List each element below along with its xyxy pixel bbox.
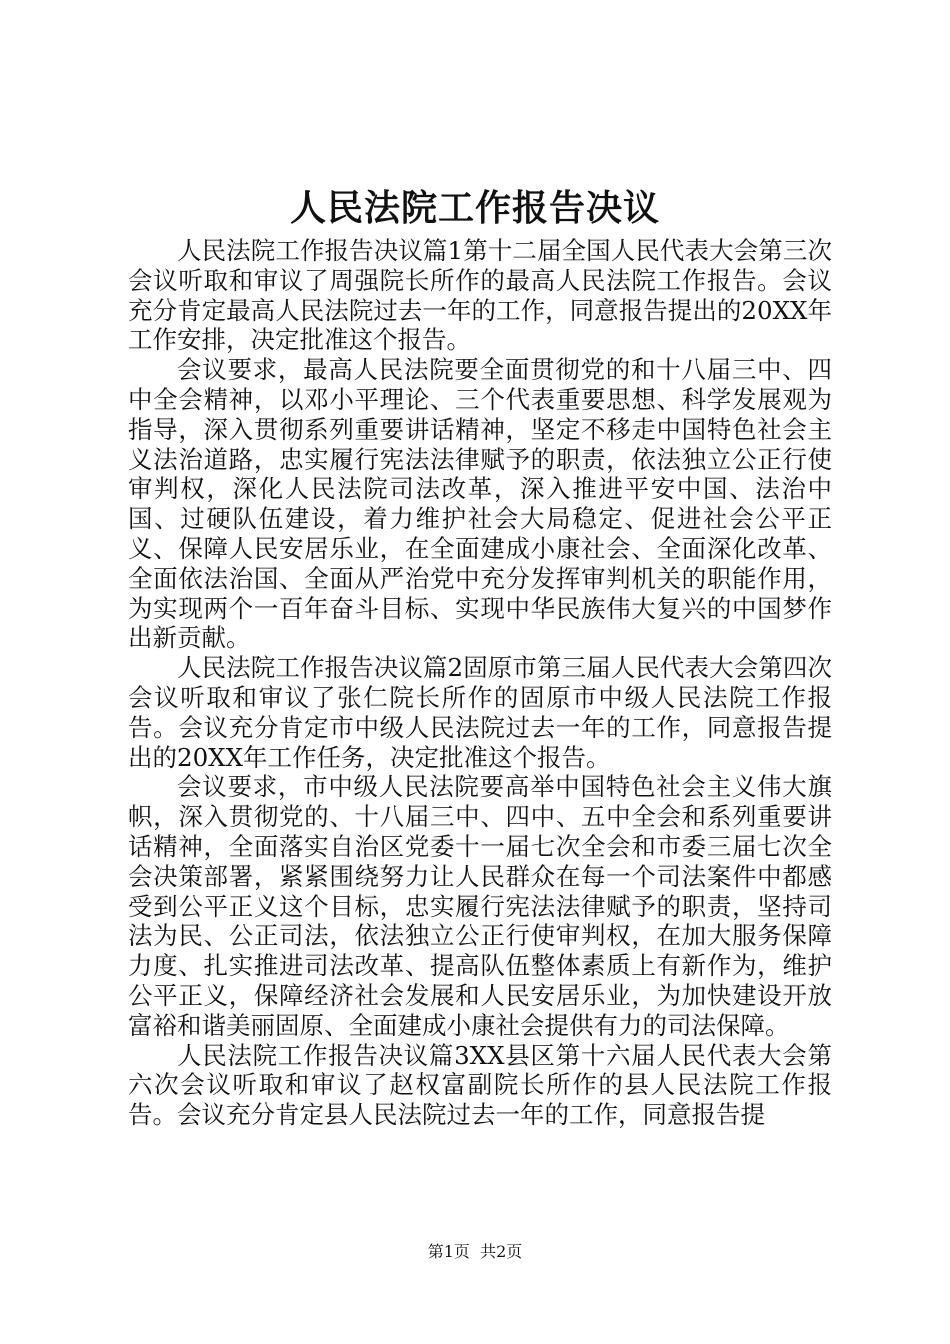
page-total: 共2页 bbox=[480, 1242, 523, 1261]
paragraph-3: 人民法院工作报告决议篇2固原市第三届人民代表大会第四次会议听取和审议了张仁院长所作的固原市中级人民法院工作报告。会议充分肯定市中级人民法院过去一年的工作，同意报告提出的20XX年工作任务，决定批准这个报告。 bbox=[128, 653, 832, 772]
document-body bbox=[128, 236, 832, 1130]
page-number: 第1页 bbox=[427, 1242, 470, 1261]
paragraph-2: 会议要求，最高人民法院要全面贯彻党的和十八届三中、四中全会精神，以邓小平理论、三个代表重要思想、科学发展观为指导，深入贯彻系列重要讲话精神，坚定不移走中国特色社会主义法治道路，忠实履行宪法法律赋予的职责，依法独立公正行使审判权，深化人民法院司法改革，深入推进平安中国、法治中国、过硬队伍建设，着力维护社会大局稳定、促进社会公平正义、保障人民安居乐业，在全面建成小康社会、全面深化改革、全面依法治国、全面从严治党中充分发挥审判机关的职能作用，为实现两个一百年奋斗目标、实现中华民族伟大复兴的中国梦作出新贡献。 bbox=[128, 355, 832, 653]
paragraph-5: 人民法院工作报告决议篇3XX县区第十六届人民代表大会第六次会议听取和审议了赵权富副院长所作的县人民法院工作报告。会议充分肯定县人民法院过去一年的工作，同意报告提 bbox=[128, 1040, 832, 1130]
footer-spacer bbox=[470, 1242, 480, 1261]
page-footer bbox=[0, 1240, 950, 1264]
paragraph-4: 会议要求，市中级人民法院要高举中国特色社会主义伟大旗帜，深入贯彻党的、十八届三中、四中、五中全会和系列重要讲话精神，全面落实自治区党委十一届七次全会和市委三届七次全会决策部署，紧紧围绕努力让人民群众在每一个司法案件中都感受到公平正义这个目标，忠实履行宪法法律赋予的职责，坚持司法为民、公正司法，依法独立公正行使审判权，在加大服务保障力度、扎实推进司法改革、提高队伍整体素质上有新作为，维护公平正义，保障经济社会发展和人民安居乐业，为加快建设开放富裕和谐美丽固原、全面建成小康社会提供有力的司法保障。 bbox=[128, 772, 832, 1040]
paragraph-1: 人民法院工作报告决议篇1第十二届全国人民代表大会第三次会议听取和审议了周强院长所作的最高人民法院工作报告。会议充分肯定最高人民法院过去一年的工作，同意报告提出的20XX年工作安排，决定批准这个报告。 bbox=[128, 236, 832, 355]
document-title: 人民法院工作报告决议 bbox=[289, 187, 660, 229]
